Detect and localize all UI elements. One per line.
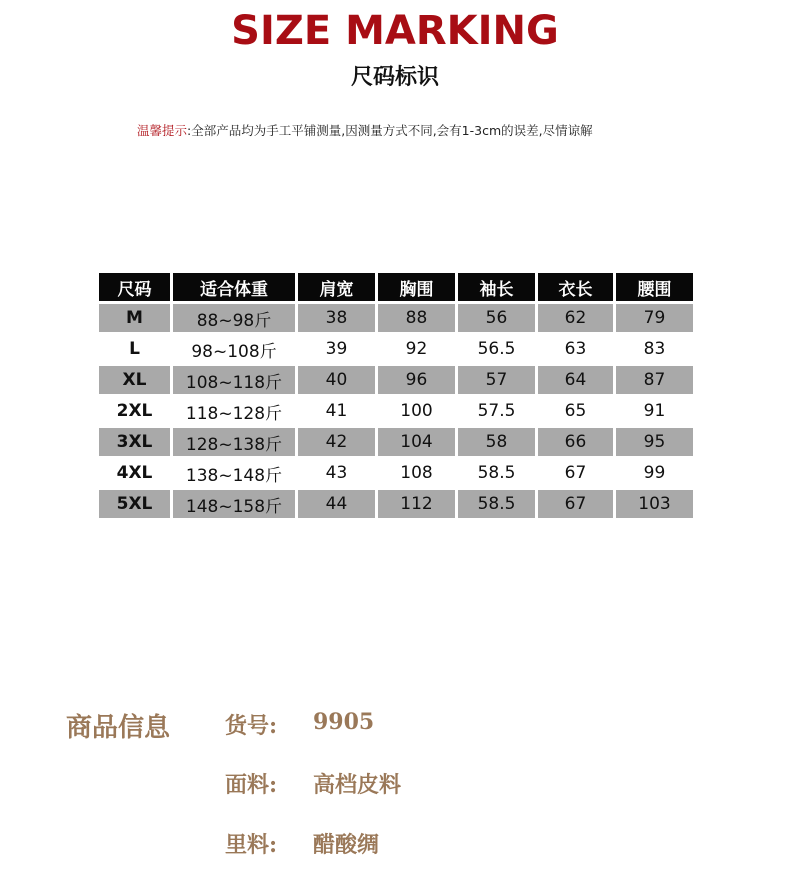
notice-label: 温馨提示 [137,123,188,138]
table-cell: 41 [298,397,375,425]
table-cell: 98~108斤 [173,335,295,363]
table-cell: 108~118斤 [173,366,295,394]
table-cell: 67 [538,459,613,487]
table-cell: 44 [298,490,375,518]
page-subtitle: 尺码标识 [350,65,439,90]
table-header-row [99,273,693,301]
table-cell: 4XL [99,459,170,487]
table-cell: 64 [538,366,613,394]
table-row [99,304,693,332]
table-row [99,490,693,518]
table-cell: 148~158斤 [173,490,295,518]
table-cell: 88 [378,304,455,332]
table-cell: 112 [378,490,455,518]
header-cell: 尺码 [99,273,170,301]
table-cell: 67 [538,490,613,518]
header-cell: 胸围 [378,273,455,301]
header-cell: 衣长 [538,273,613,301]
header-cell: 适合体重 [173,273,295,301]
table-cell: 83 [616,335,693,363]
notice-text: :全部产品均为手工平铺测量,因测量方式不同,会有1-3cm的误差,尽情谅解 [187,123,593,138]
table-cell: 138~148斤 [173,459,295,487]
product-info-title: 商品信息 [66,713,171,743]
table-cell: 38 [298,304,375,332]
header-cell: 肩宽 [298,273,375,301]
table-cell: 88~98斤 [173,304,295,332]
info-value: 9905 [313,709,375,735]
table-cell: L [99,335,170,363]
table-cell: 58.5 [458,490,535,518]
info-value: 醋酸绸 [313,832,380,858]
table-cell: 39 [298,335,375,363]
table-cell: XL [99,366,170,394]
table-cell: 58.5 [458,459,535,487]
table-cell: 96 [378,366,455,394]
table-cell: 5XL [99,490,170,518]
table-row [99,397,693,425]
table-cell: 79 [616,304,693,332]
table-cell: 42 [298,428,375,456]
table-cell: 118~128斤 [173,397,295,425]
table-cell: 65 [538,397,613,425]
table-cell: 87 [616,366,693,394]
table-cell: 57.5 [458,397,535,425]
info-key: 面料: [225,772,278,798]
table-row [99,366,693,394]
header-cell: 腰围 [616,273,693,301]
table-cell: 128~138斤 [173,428,295,456]
table-cell: M [99,304,170,332]
table-cell: 56.5 [458,335,535,363]
measurement-notice [137,121,593,139]
table-cell: 91 [616,397,693,425]
table-cell: 2XL [99,397,170,425]
table-row [99,428,693,456]
table-cell: 66 [538,428,613,456]
table-row [99,335,693,363]
table-cell: 63 [538,335,613,363]
page-title: SIZE MARKING [231,8,559,54]
table-cell: 103 [616,490,693,518]
table-cell: 43 [298,459,375,487]
table-cell: 108 [378,459,455,487]
table-cell: 95 [616,428,693,456]
info-key: 里料: [225,832,278,858]
info-key: 货号: [225,713,278,739]
table-cell: 40 [298,366,375,394]
table-cell: 104 [378,428,455,456]
table-cell: 92 [378,335,455,363]
table-cell: 57 [458,366,535,394]
info-value: 高档皮料 [313,772,402,798]
table-row [99,459,693,487]
table-cell: 100 [378,397,455,425]
table-cell: 58 [458,428,535,456]
header-cell: 袖长 [458,273,535,301]
table-cell: 3XL [99,428,170,456]
table-cell: 99 [616,459,693,487]
table-cell: 62 [538,304,613,332]
size-chart-table [96,270,696,521]
table-cell: 56 [458,304,535,332]
